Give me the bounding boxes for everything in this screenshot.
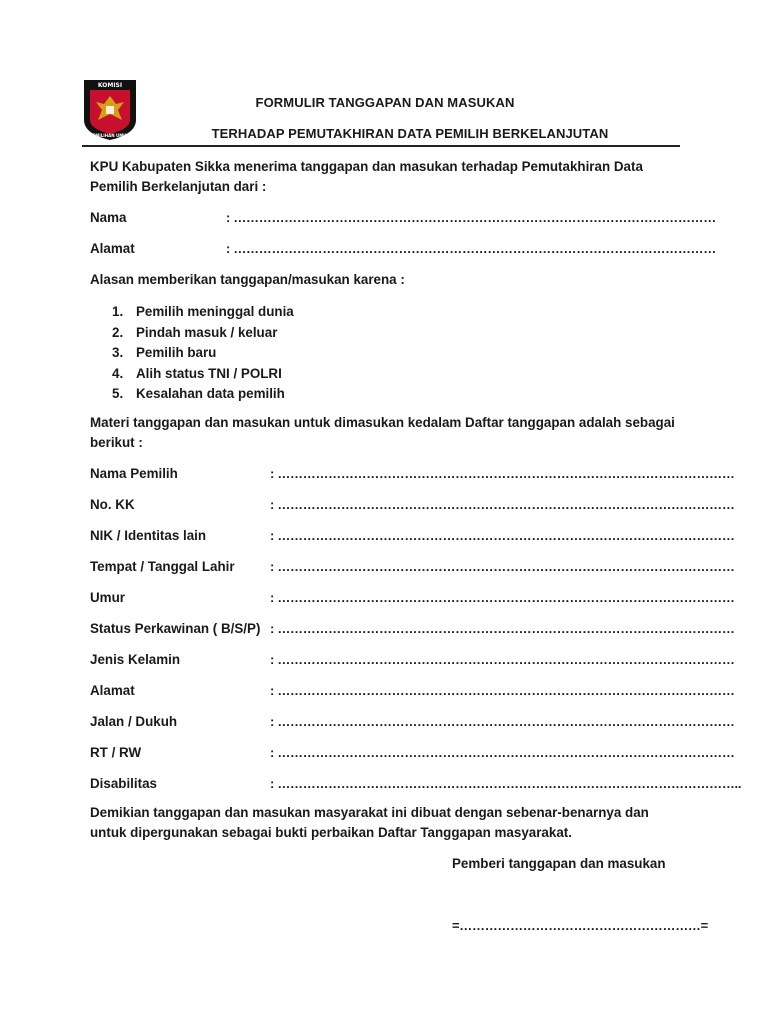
field-blank[interactable]: : ……………………………………………………………………………………………… (270, 590, 735, 605)
field-blank[interactable]: : ……………………………………………………………………………………………… (270, 652, 735, 667)
field-label: Nama Pemilih (90, 466, 178, 481)
logo-text-top: KOMISI (97, 82, 123, 89)
field-blank[interactable]: : ……………………………………………………………………………………………… (270, 466, 735, 481)
field-blank[interactable]: : ……………………………………………………………………………………………… (270, 497, 735, 512)
field-blank[interactable]: : ……………………………………………………………………………………………… (270, 528, 735, 543)
list-item: 1. Pemilih meninggal dunia (112, 304, 294, 319)
form-subtitle: TERHADAP PEMUTAKHIRAN DATA PEMILIH BERKELANJUTAN (211, 126, 609, 141)
field-label: Alamat (90, 683, 135, 698)
field-blank[interactable]: : ……………………………………………………………………………………………… (270, 745, 735, 760)
field-label: Status Perkawinan ( B/S/P) (90, 621, 261, 636)
field-label: Nama (90, 210, 127, 225)
closing-paragraph: Demikian tanggapan dan masukan masyarakat ini dibuat dengan sebenar-benarnya dan untuk dipergunakan sebagai bukti perbaikan Daftar Tanggapan masyarakat. (90, 805, 649, 840)
list-item: 3. Pemilih baru (112, 345, 217, 361)
list-item: 5. Kesalahan data pemilih (112, 386, 285, 402)
field-label: Alamat (90, 241, 135, 256)
field-blank[interactable]: : ……………………………………………………………………………………………… (270, 559, 735, 574)
field-blank[interactable]: : ……………………………………………………………………………………………… (270, 683, 735, 698)
field-blank[interactable]: : ……………………………………………………………………………………………….. (270, 776, 742, 791)
signature-line: =…………………………………………………= (452, 918, 708, 933)
field-label: RT / RW (90, 745, 142, 760)
field-label: Jenis Kelamin (90, 652, 181, 667)
list-item: 2. Pindah masuk / keluar (112, 324, 278, 340)
field-label: Tempat / Tanggal Lahir (90, 559, 235, 574)
field-blank[interactable]: : …………………………………………………………………………………………………… (226, 210, 716, 225)
field-label: Umur (90, 590, 125, 605)
field-blank[interactable]: : …………………………………………………………………………………………………… (226, 241, 716, 256)
field-label: No. KK (90, 497, 135, 512)
form-title: FORMULIR TANGGAPAN DAN MASUKAN (255, 95, 515, 110)
field-blank[interactable]: : ……………………………………………………………………………………………… (270, 714, 735, 729)
field-label: Jalan / Dukuh (90, 714, 178, 729)
field-label: Disabilitas (90, 776, 157, 791)
materi-paragraph: Materi tanggapan dan masukan untuk dimasukan kedalam Daftar tanggapan adalah sebagai berikut : (90, 415, 675, 450)
header-divider (82, 145, 680, 147)
kpu-logo (80, 76, 140, 142)
signature-label: Pemberi tanggapan dan masukan (452, 856, 666, 871)
reason-list (112, 302, 294, 405)
field-label: NIK / Identitas lain (90, 528, 207, 543)
intro-paragraph: KPU Kabupaten Sikka menerima tanggapan dan masukan terhadap Pemutakhiran Data Pemilih Berkelanjutan dari : (90, 159, 643, 194)
list-item: 4. Alih status TNI / POLRI (112, 365, 282, 381)
field-blank[interactable]: : ……………………………………………………………………………………………… (270, 621, 735, 636)
logo-text-bottom: PEMILIHAN UMUM (89, 133, 131, 138)
reason-heading: Alasan memberikan tanggapan/masukan karena : (90, 272, 405, 287)
